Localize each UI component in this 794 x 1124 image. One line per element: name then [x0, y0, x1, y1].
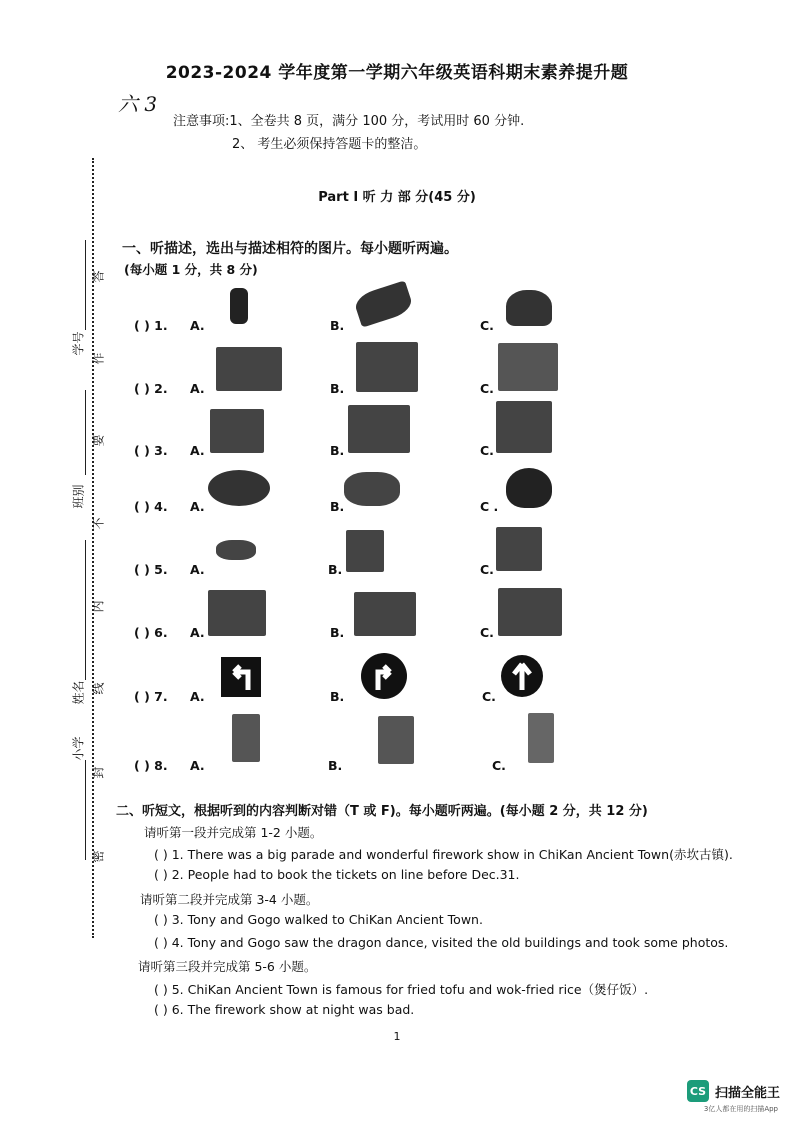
- paragraph-2-instruction: 请听第二段并完成第 3-4 小题。: [140, 892, 319, 907]
- food-image: [506, 468, 552, 508]
- question-number-5[interactable]: ( ) 5.: [134, 562, 168, 577]
- tf-question-2[interactable]: ( ) 2. People had to book the tickets on line before Dec.31.: [154, 867, 520, 882]
- photo-image: [496, 527, 542, 571]
- class-label: 班别: [71, 484, 86, 509]
- scanner-watermark: [687, 1080, 780, 1102]
- tf-question-3[interactable]: ( ) 3. Tony and Gogo walked to ChiKan Ancient Town.: [154, 912, 483, 927]
- option-a-label: A.: [190, 318, 205, 333]
- notice-line-1: 注意事项:1、全卷共 8 页，满分 100 分，考试用时 60 分钟.: [173, 114, 525, 129]
- go-straight-sign-icon: [500, 654, 544, 702]
- seal-char-6: 线: [91, 682, 106, 695]
- name-label: 姓名: [71, 680, 86, 705]
- question-number-2[interactable]: ( ) 2.: [134, 381, 168, 396]
- carrots-image: [352, 280, 414, 327]
- photo-image: [498, 343, 558, 391]
- option-c-label: C.: [480, 443, 494, 458]
- cycling-photo-image: [356, 342, 418, 392]
- seal-char-8: 密: [91, 850, 106, 863]
- shoes-image: [216, 540, 256, 560]
- option-c-label: C.: [480, 562, 494, 577]
- hamburger-image: [506, 290, 552, 326]
- tower-bridge-photo-image: [354, 592, 416, 636]
- turn-right-sign-icon: [360, 652, 408, 704]
- dish-image: [344, 472, 400, 506]
- turn-left-sign-icon: [220, 656, 262, 702]
- paragraph-3-instruction: 请听第三段并完成第 5-6 小题。: [138, 959, 317, 974]
- photo-image: [216, 347, 282, 391]
- person-picture-image: [378, 716, 414, 764]
- question-number-8[interactable]: ( ) 8.: [134, 758, 168, 773]
- page-number: 1: [393, 1030, 401, 1043]
- tf-question-6[interactable]: ( ) 6. The firework show at night was bad.: [154, 1002, 415, 1017]
- option-a-label: A.: [190, 381, 205, 396]
- seal-char-2: 作: [91, 352, 106, 365]
- option-c-label: C.: [480, 318, 494, 333]
- building-photo-image: [496, 401, 552, 453]
- tf-question-1[interactable]: ( ) 1. There was a big parade and wonderful firework show in ChiKan Ancient Town(赤坎古镇).: [154, 847, 733, 862]
- student-number-blank: [85, 240, 86, 330]
- question-number-1[interactable]: ( ) 1.: [134, 318, 168, 333]
- option-b-label: B.: [330, 625, 345, 640]
- option-c-label: C.: [480, 381, 494, 396]
- option-c-label: C.: [482, 689, 496, 704]
- option-b-label: B.: [330, 689, 345, 704]
- option-c-label: C.: [480, 625, 494, 640]
- question-number-4[interactable]: ( ) 4.: [134, 499, 168, 514]
- class-blank: [85, 390, 86, 475]
- section-one-title: 一、听描述，选出与描述相符的图片。每小题听两遍。: [122, 241, 458, 257]
- option-a-label: A.: [190, 689, 205, 704]
- name-blank: [85, 540, 86, 680]
- seal-char-1: 答: [91, 270, 106, 283]
- option-b-label: B.: [330, 443, 345, 458]
- school-blank: [85, 760, 86, 860]
- question-number-7[interactable]: ( ) 7.: [134, 689, 168, 704]
- seal-char-5: 内: [91, 600, 106, 613]
- option-a-label: A.: [190, 758, 205, 773]
- school-label: 小学: [71, 736, 86, 761]
- seal-char-7: 封: [91, 766, 106, 779]
- seal-char-4: 不: [91, 517, 106, 530]
- option-b-label: B.: [330, 318, 345, 333]
- dish-image: [208, 470, 270, 506]
- cola-can-image: [230, 288, 248, 324]
- option-a-label: A.: [190, 443, 205, 458]
- option-b-label: B.: [328, 562, 343, 577]
- bridge-photo-image: [208, 590, 266, 636]
- question-number-3[interactable]: ( ) 3.: [134, 443, 168, 458]
- option-a-label: A.: [190, 562, 205, 577]
- option-c-label: C.: [492, 758, 506, 773]
- scanner-app-name: 扫描全能王: [714, 1085, 780, 1101]
- photo-image: [346, 530, 384, 572]
- camscanner-logo-icon: CS: [687, 1080, 709, 1102]
- option-a-label: A.: [190, 499, 205, 514]
- building-photo-image: [210, 409, 264, 453]
- paragraph-1-instruction: 请听第一段并完成第 1-2 小题。: [144, 825, 323, 840]
- tf-question-4[interactable]: ( ) 4. Tony and Gogo saw the dragon dance, visited the old buildings and took some photos.: [154, 935, 729, 950]
- option-c-label: C .: [480, 499, 499, 514]
- exam-title: 2023-2024 学年度第一学期六年级英语科期末素养提升题: [165, 63, 629, 83]
- tf-question-5[interactable]: ( ) 5. ChiKan Ancient Town is famous for fried tofu and wok-fried rice（煲仔饭）.: [154, 982, 649, 997]
- bridge-photo-image: [498, 588, 562, 636]
- option-b-label: B.: [330, 499, 345, 514]
- option-b-label: B.: [330, 381, 345, 396]
- pavilion-photo-image: [348, 405, 410, 453]
- person-picture-image: [232, 714, 260, 762]
- notice-line-2: 2、 考生必须保持答题卡的整洁。: [232, 137, 427, 152]
- section-one-subtitle: (每小题 1 分，共 8 分): [124, 262, 258, 277]
- section-two-title: 二、听短文，根据听到的内容判断对错（T 或 F)。每小题听两遍。(每小题 2 分，共 12 分): [116, 804, 648, 819]
- option-a-label: A.: [190, 625, 205, 640]
- option-b-label: B.: [328, 758, 343, 773]
- person-picture-image: [528, 713, 554, 763]
- student-number-label: 学号: [71, 331, 86, 356]
- handwritten-class-note: 六 3: [118, 92, 158, 116]
- scanner-slogan: 3亿人都在用的扫描App: [703, 1105, 778, 1113]
- question-number-6[interactable]: ( ) 6.: [134, 625, 168, 640]
- seal-char-3: 要: [91, 434, 106, 447]
- part-one-title: Part Ⅰ 听 力 部 分(45 分): [318, 190, 476, 205]
